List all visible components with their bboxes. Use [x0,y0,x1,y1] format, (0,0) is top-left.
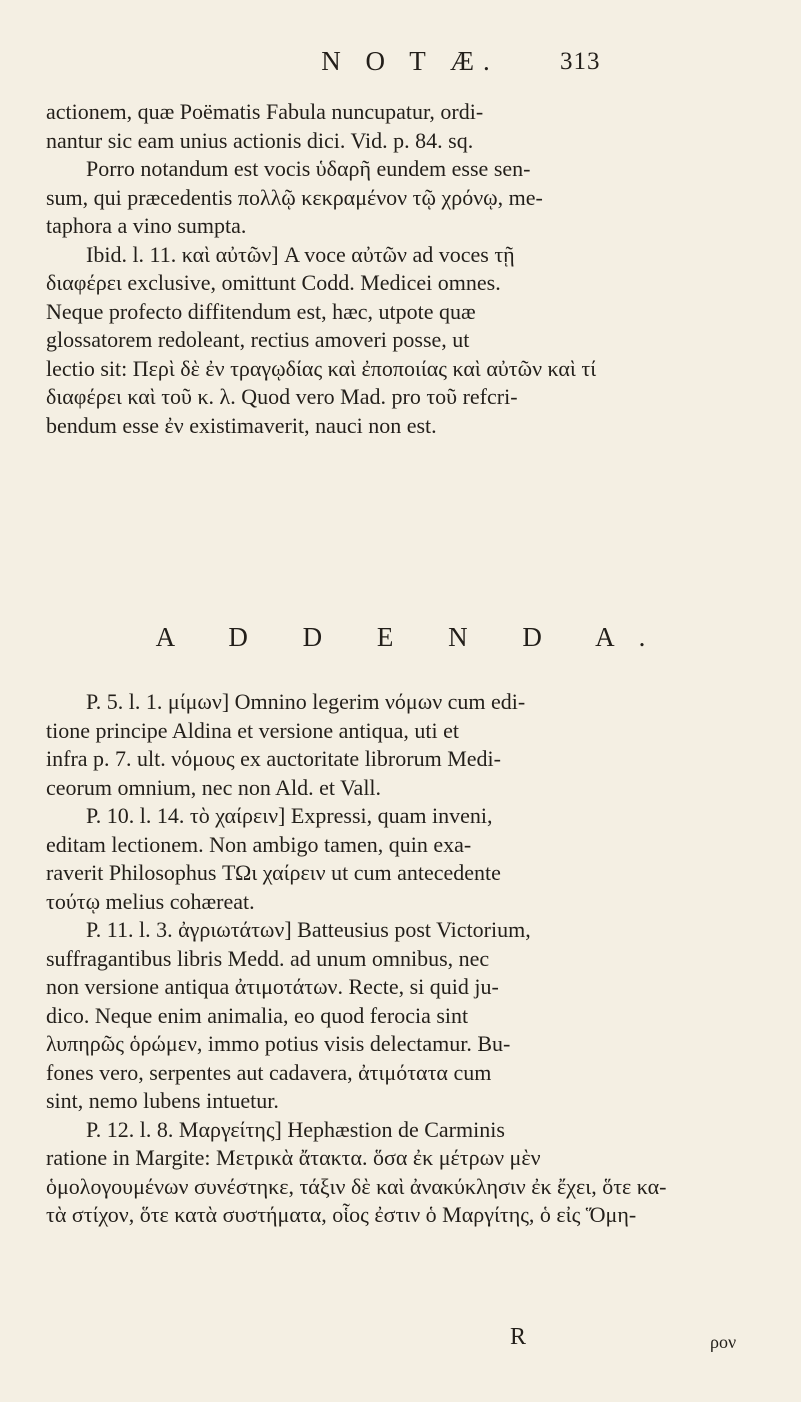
text-line: raverit Philosophus ΤΩι χαίρειν ut cum antecedente [46,860,501,885]
text-line: sum, qui præcedentis πολλῷ κεκραμένον τῷ χρόνῳ, me- [46,184,543,210]
text-line: Neque profecto diffitendum est, hæc, utpote quæ [46,298,476,324]
text-line: τὰ στίχον, ὅτε κατὰ συστήματα, οἷος ἐστιν ὁ Μαργίτης, ὁ εἰς Ὅμη- [46,1202,637,1227]
text-line: τούτῳ melius cohæreat. [46,888,255,914]
text-line: διαφέρει exclusive, omittunt Codd. Medicei omnes. [46,270,501,295]
text-line: P. 11. l. 3. ἀγριωτάτων] Batteusius post Victorium, [86,917,531,942]
text-line: ceorum omnium, nec non Ald. et Vall. [46,774,382,800]
running-head [0,46,801,86]
text-line: P. 12. l. 8. Μαργείτης] Hephæstion de Carminis [86,1116,505,1142]
text-line: P. 5. l. 1. μίμων] Omnino legerim νόμων cum edi- [86,689,526,714]
text-line: ratione in Margite: Μετρικὰ ἄτακτα. ὅσα ἐκ μέτρων μὲν [46,1145,541,1170]
text-line: dico. Neque enim animalia, eo quod ferocia sint [46,1002,469,1028]
notes-text [46,98,762,440]
addenda-text [46,688,762,1230]
text-line: bendum esse ἐν existimaverit, nauci non est. [46,412,437,438]
running-title: N O T Æ. [321,46,499,76]
addenda-heading: A D D E N D A. [155,622,670,652]
text-line: editam lectionem. Non ambigo tamen, quin exa- [46,831,472,857]
text-line: taphora a vino sumpta. [46,213,247,238]
text-line: fones vero, serpentes aut cadavera, ἀτιμότατα cum [46,1059,492,1085]
text-line: sint, nemo lubens intuetur. [46,1088,279,1113]
text-line: λυπηρῶς ὁρώμεν, immo potius visis delectamur. Bu- [46,1031,511,1056]
text-line: nantur sic eam unius actionis dici. Vid. p. 84. sq. [46,127,474,153]
text-line: P. 10. l. 14. τὸ χαίρειν] Expressi, quam inveni, [86,803,493,828]
page-number: 313 [560,48,601,75]
text-line: ὁμολογουμένων συνέστηκε, τάξιν δὲ καὶ ἀνακύκλησιν ἐκ ἔχει, ὅτε κα- [46,1173,667,1199]
signature-mark: R [510,1324,527,1350]
text-line: actionem, quæ Poëmatis Fabula nuncupatur, ordi- [46,99,484,124]
text-line: Ibid. l. 11. καὶ αὐτῶν] A voce αὐτῶν ad voces τῇ [86,241,515,267]
text-line: infra p. 7. ult. νόμους ex auctoritate librorum Medi- [46,746,501,771]
text-line: suffragantibus libris Medd. ad unum omnibus, nec [46,945,490,971]
text-line: glossatorem redoleant, rectius amoveri posse, ut [46,327,470,352]
text-line: Porro notandum est vocis ὑδαρῆ eundem esse sen- [86,156,531,181]
text-line: lectio sit: Περὶ δὲ ἐν τραγῳδίας καὶ ἐποποιίας καὶ αὐτῶν καὶ τί [46,355,597,381]
text-line: διαφέρει καὶ τοῦ κ. λ. Quod vero Mad. pro τοῦ refcri- [46,384,518,409]
text-line: tione principe Aldina et versione antiqua, uti et [46,717,459,743]
catchword: ρον [710,1332,737,1352]
text-line: non versione antiqua ἀτιμοτάτων. Recte, si quid ju- [46,974,499,999]
